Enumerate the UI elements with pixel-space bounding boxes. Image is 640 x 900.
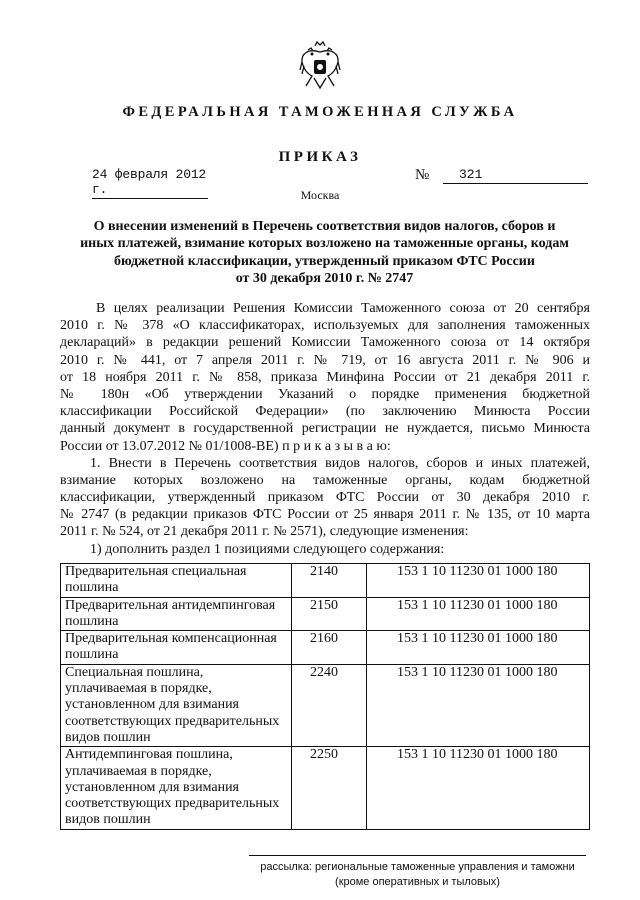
tax-name-line: Предварительная специальная [65, 564, 247, 579]
tax-name-line: Предварительная антидемпинговая [65, 597, 276, 613]
kbk-cell: 153 1 10 11230 01 1000 180 [367, 747, 590, 829]
tax-name-line: Предварительная компенсационная [65, 631, 277, 647]
tax-name-cell [61, 631, 292, 665]
agency-name: ФЕДЕРАЛЬНАЯ ТАМОЖЕННАЯ СЛУЖБА [122, 104, 518, 120]
body-line: 2011 г. № 524, от 21 декабря 2011 г. № 2571), следующие изменения: [60, 524, 469, 540]
body-line: № 180н «Об утверждении Указаний о порядке применения бюджетной [60, 386, 590, 402]
tax-name-cell [61, 597, 292, 631]
tax-name-line: установленном для взимания [65, 697, 239, 713]
tax-name-line: пошлина [65, 647, 119, 663]
tax-name-line: уплачиваемая в порядке, [65, 763, 212, 779]
kbk-cell: 153 1 10 11230 01 1000 180 [367, 631, 590, 665]
positions-table [60, 563, 590, 830]
tax-name-line: пошлина [65, 580, 119, 596]
body-line: 2010 г. № 441, от 7 апреля 2011 г. № 719, от 16 августа 2011 г. № 906 и [60, 352, 590, 368]
order-date: 24 февраля 2012 г. [92, 167, 207, 197]
tax-name-line: пошлина [65, 613, 119, 629]
heading-line: иных платежей, взимание которых возложено на таможенные органы, кодам [80, 236, 569, 252]
order-body [60, 300, 590, 558]
table-row [61, 597, 590, 631]
tax-code-cell: 2150 [292, 597, 367, 631]
order-heading [62, 218, 587, 287]
table-row [61, 564, 590, 598]
tax-code-cell: 2140 [292, 564, 367, 598]
tax-name-line: Антидемпинговая пошлина, [65, 747, 233, 763]
tax-name-cell [61, 564, 292, 598]
tax-name-line: соответствующих предварительных [65, 713, 280, 729]
document-type-title: ПРИКАЗ [278, 149, 362, 165]
tax-name-line: соответствующих предварительных [65, 796, 280, 812]
body-line: классификации, утвержденный приказом ФТС России от 30 декабря 2010 г. [60, 490, 590, 506]
heading-line: О внесении изменений в Перечень соответствия видов налогов, сборов и [93, 219, 556, 234]
mailing-line: рассылка: региональные таможенные управления и таможни [260, 861, 575, 873]
body-line: от 18 ноября 2011 г. № 858, приказа Минфина России от 21 декабря 2011 г. [60, 369, 590, 385]
city: Москва [300, 188, 340, 202]
tax-name-line: уплачиваемая в порядке, [65, 681, 212, 697]
table-row [61, 747, 590, 829]
body-line: 2010 г. № 378 «О классификаторах, используемых для заполнения таможенных [60, 318, 590, 334]
order-number-label: № [415, 167, 430, 183]
mailing-line: (кроме оперативных и тыловых) [335, 876, 500, 888]
body-line: взимание которых возложено на таможенные органы, кодам бюджетной [60, 472, 590, 488]
mailing-list [249, 855, 586, 890]
body-line: классификации Российской Федерации» (по заключению Минюста России [60, 404, 590, 420]
tax-code-cell: 2160 [292, 631, 367, 665]
tax-name-cell [61, 747, 292, 829]
body-line: данный документ в государственной регистрации не нуждается, письмо Минюста [60, 421, 590, 437]
tax-name-cell [61, 664, 292, 746]
tax-name-line: установленном для взимания [65, 779, 239, 795]
tax-code-cell: 2250 [292, 747, 367, 829]
order-number: 321 [443, 167, 588, 184]
body-line: 1. Внести в Перечень соответствия видов налогов, сборов и иных платежей, [90, 455, 590, 471]
tax-name-line: видов пошлин [65, 812, 151, 828]
tax-name-line: видов пошлин [65, 729, 151, 745]
body-line: России от 13.07.2012 № 01/1008-ВЕ) п р и к а з ы в а ю: [60, 438, 391, 454]
body-line: № 2747 (в редакции приказов ФТС России от 25 января 2011 г. № 135, от 10 марта [60, 507, 590, 523]
coat-of-arms-emblem [298, 40, 342, 92]
heading-line: бюджетной классификации, утвержденный приказом ФТС России [114, 253, 535, 269]
table-row [61, 631, 590, 665]
kbk-cell: 153 1 10 11230 01 1000 180 [367, 664, 590, 746]
heading-line: от 30 декабря 2010 г. № 2747 [235, 270, 414, 286]
table-row [61, 664, 590, 746]
body-line: 1) дополнить раздел 1 позициями следующего содержания: [90, 541, 445, 557]
tax-name-line: Специальная пошлина, [65, 664, 204, 680]
body-line: деклараций» в редакции решений Комиссии Таможенного союза от 14 октября [60, 335, 590, 351]
kbk-cell: 153 1 10 11230 01 1000 180 [367, 564, 590, 598]
kbk-cell: 153 1 10 11230 01 1000 180 [367, 597, 590, 631]
body-line: В целях реализации Решения Комиссии Таможенного союза от 20 сентября [96, 301, 590, 316]
tax-code-cell: 2240 [292, 664, 367, 746]
